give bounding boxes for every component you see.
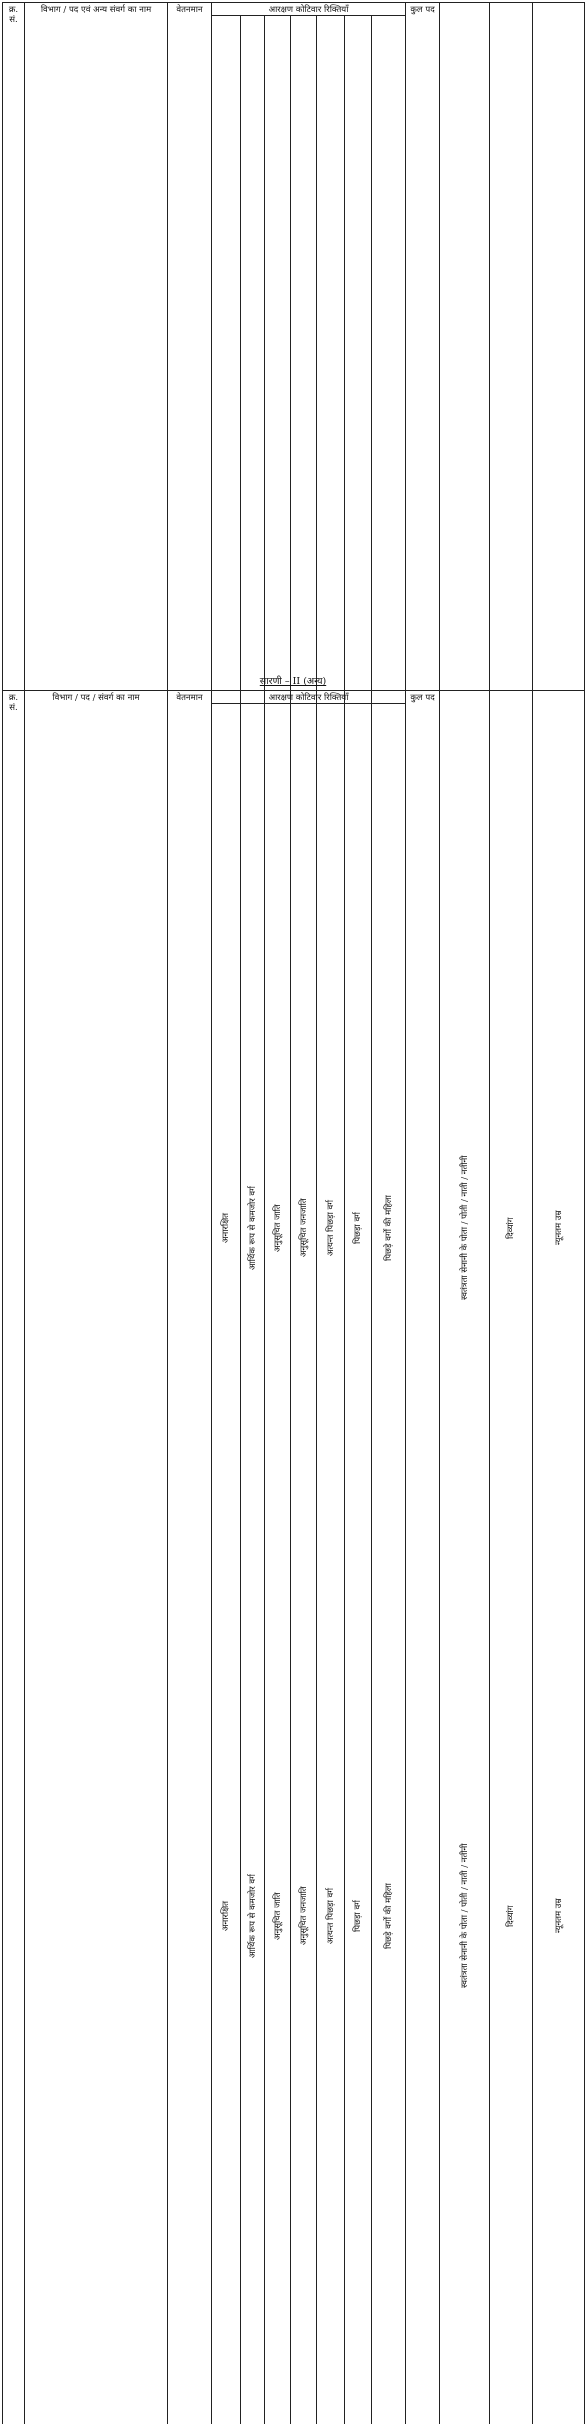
header-category-4-text: अत्यन्त पिछड़ा वर्ग (326, 704, 336, 2424)
header-category-6-text: पिछड़े वर्गों की महिला (384, 16, 394, 2424)
reservation-table-2 (2, 690, 585, 2424)
header-sno: क्र. सं. (3, 3, 25, 2424)
header-reservation: आरक्षण कोटिवार रिक्तियाँ (212, 3, 406, 16)
header-sno: क्र. सं. (3, 691, 25, 2424)
header-reservation: आरक्षण कोटिवार रिक्तियाँ (212, 691, 406, 704)
header-total-posts: कुल पद (406, 3, 440, 2424)
header-pay-scale: वेतनमान (168, 691, 212, 2424)
header-disabled (490, 691, 533, 2424)
header-category-6 (372, 704, 406, 2424)
header-category-2 (265, 704, 291, 2424)
header-name: विभाग / पद एवं अन्य संवर्ग का नाम (25, 3, 168, 2424)
header-category-3-text: अनुसूचित जनजाति (299, 704, 309, 2424)
header-category-3-text: अनुसूचित जनजाति (299, 16, 309, 2424)
header-category-1-text: आर्थिक रूप से कमजोर वर्ग (248, 704, 258, 2424)
header-category-1 (241, 704, 265, 2424)
header-category-4-text: अत्यन्त पिछड़ा वर्ग (326, 16, 336, 2424)
header-name: विभाग / पद / संवर्ग का नाम (25, 691, 168, 2424)
header-min-age-text: न्यूनतम उम्र (554, 704, 564, 2424)
header-category-5-text: पिछड़ा वर्ग (353, 704, 363, 2424)
header-category-0-text: अनारक्षित (221, 704, 231, 2424)
header-category-0 (212, 704, 241, 2424)
header-total-posts: कुल पद (406, 691, 440, 2424)
header-category-2-text: अनुसूचित जाति (273, 16, 283, 2424)
header-freedom-fighter-text: स्वतंत्रता सेनानी के पोता / पोती / नाती / नतीनी (460, 704, 470, 2424)
header-category-2-text: अनुसूचित जाति (273, 704, 283, 2424)
header-category-1-text: आर्थिक रूप से कमजोर वर्ग (248, 16, 258, 2424)
header-min-age (533, 691, 585, 2424)
header-category-0-text: अनारक्षित (221, 16, 231, 2424)
header-category-5 (345, 704, 372, 2424)
header-category-3 (291, 704, 317, 2424)
header-min-age-text: न्यूनतम उम्र (554, 16, 564, 2424)
header-category-4 (317, 704, 345, 2424)
header-disabled-text: दिव्यांग (506, 704, 516, 2424)
table-2-caption: सारणी – II (अन्य) (0, 674, 586, 687)
header-freedom-fighter (440, 691, 490, 2424)
header-pay-scale: वेतनमान (168, 3, 212, 2424)
header-category-6-text: पिछड़े वर्गों की महिला (384, 704, 394, 2424)
header-disabled-text: दिव्यांग (506, 16, 516, 2424)
header-category-5-text: पिछड़ा वर्ग (353, 16, 363, 2424)
header-freedom-fighter-text: स्वतंत्रता सेनानी के पोता / पोती / नाती / नतीनी (460, 16, 470, 2424)
